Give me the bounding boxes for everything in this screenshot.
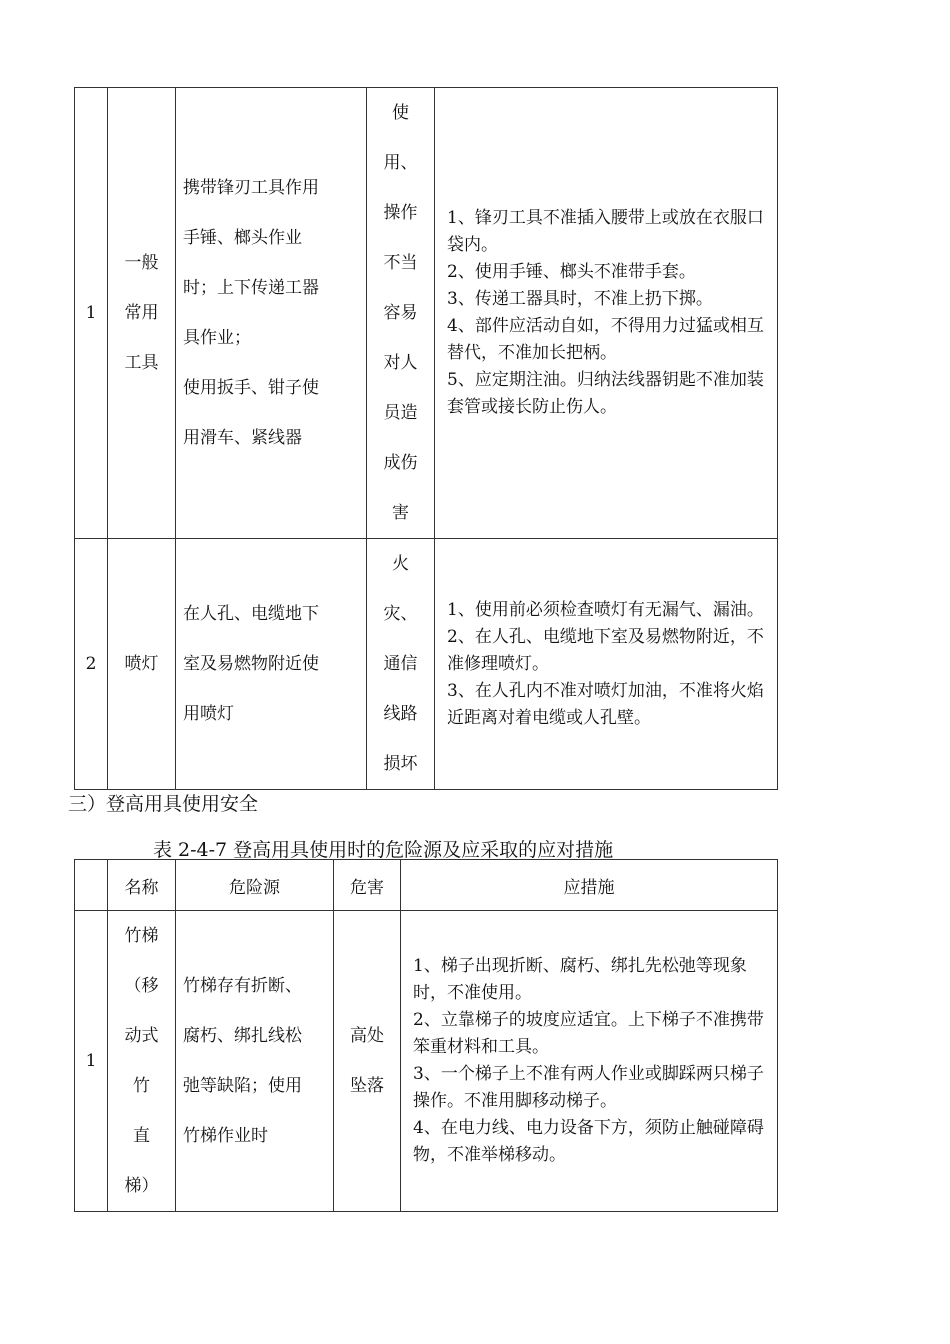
cell-line: 通信 (383, 654, 418, 674)
table-row (75, 911, 778, 1212)
hazard-table-tools (74, 87, 778, 790)
header-harm: 危害 (334, 860, 401, 911)
cell-line: 竹梯作业时 (183, 1126, 268, 1146)
tool-name-cell (108, 88, 176, 539)
row-number: 2 (75, 539, 108, 790)
cell-line: 线路 (383, 704, 418, 724)
hazard-table-ladders (74, 859, 778, 1212)
cell-line: 直 (133, 1126, 150, 1146)
measure-item: 2、立靠梯子的坡度应适宜。上下梯子不准携带笨重材料和工具。 (413, 1010, 764, 1057)
cell-line: 用喷灯 (183, 704, 234, 724)
row-number: 1 (75, 911, 108, 1212)
measure-item: 4、在电力线、电力设备下方，须防止触碰障碍物，不准举梯移动。 (413, 1118, 764, 1165)
cell-line: 梯） (124, 1176, 159, 1196)
cell-line: 坠落 (350, 1076, 384, 1096)
measure-item: 3、传递工器具时，不准上扔下掷。 (447, 289, 713, 309)
cell-line: 容易 (383, 303, 418, 323)
measures-cell (435, 88, 778, 539)
cell-line: 对人 (383, 353, 418, 373)
harm-cell (334, 911, 401, 1212)
cell-line: 喷灯 (124, 654, 159, 674)
cell-line: 员造 (383, 403, 418, 423)
cell-line: 动式 (124, 1026, 159, 1046)
cell-line: 携带锋刃工具作用 (183, 178, 319, 198)
hazard-source-cell (176, 539, 367, 790)
row-number: 1 (75, 88, 108, 539)
cell-line: 火 (392, 554, 409, 574)
hazard-source-cell (176, 911, 334, 1212)
measure-item: 1、梯子出现折断、腐朽、绑扎先松弛等现象时，不准使用。 (413, 956, 747, 1003)
table-header-row (75, 860, 778, 911)
harm-cell (367, 539, 435, 790)
header-source: 危险源 (176, 860, 334, 911)
tool-name-cell (108, 539, 176, 790)
measure-item: 2、在人孔、电缆地下室及易燃物附近，不准修理喷灯。 (447, 626, 764, 674)
tool-name-cell (108, 911, 176, 1212)
cell-line: 在人孔、电缆地下 (183, 604, 319, 624)
measure-item: 5、应定期注油。归纳法线器钥匙不准加装套管或接长防止伤人。 (447, 370, 764, 417)
harm-cell (367, 88, 435, 539)
header-measures: 应措施 (401, 860, 778, 911)
cell-line: 竹 (133, 1076, 150, 1096)
table-row (75, 539, 778, 790)
cell-line: 工具 (124, 353, 159, 373)
cell-line: 成伤 (383, 453, 418, 473)
table-row (75, 88, 778, 539)
table-caption: 表 2-4-7 登高用具使用时的危险源及应采取的应对措施 (153, 839, 614, 861)
measure-item: 3、一个梯子上不准有两人作业或脚踩两只梯子操作。不准用脚移动梯子。 (413, 1064, 764, 1111)
cell-line: 手锤、榔头作业 (183, 228, 302, 248)
section-title: 三）登高用具使用安全 (68, 793, 259, 815)
measure-item: 4、部件应活动自如，不得用力过猛或相互替代，不准加长把柄。 (447, 316, 764, 363)
header-name: 名称 (108, 860, 176, 911)
cell-line: 竹梯 (124, 926, 159, 946)
cell-line: 时；上下传递工器 (183, 278, 319, 298)
measure-item: 1、使用前必须检查喷灯有无漏气、漏油。 (447, 599, 764, 620)
cell-line: 不当 (383, 253, 418, 273)
header-no (75, 860, 108, 911)
measure-item: 2、使用手锤、榔头不准带手套。 (447, 262, 696, 282)
cell-line: 高处 (350, 1026, 384, 1046)
measures-cell (401, 911, 778, 1212)
measures-cell (435, 539, 778, 790)
cell-line: 灾、 (383, 604, 418, 624)
hazard-source-cell (176, 88, 367, 539)
cell-line: 使 (392, 103, 409, 123)
cell-line: 竹梯存有折断、 (183, 976, 302, 996)
cell-line: 用、 (383, 153, 418, 173)
cell-line: 一般 (124, 253, 159, 273)
measure-item: 3、在人孔内不准对喷灯加油，不准将火焰近距离对着电缆或人孔壁。 (447, 680, 764, 728)
cell-line: 使用扳手、钳子使 (183, 378, 319, 398)
cell-line: （移 (124, 976, 159, 996)
cell-line: 具作业； (183, 328, 251, 348)
cell-line: 用滑车、紧线器 (183, 428, 302, 448)
cell-line: 损坏 (383, 754, 418, 774)
cell-line: 弛等缺陷；使用 (183, 1076, 302, 1096)
cell-line: 腐朽、绑扎线松 (183, 1026, 302, 1046)
cell-line: 害 (392, 503, 409, 523)
measure-item: 1、锋刃工具不准插入腰带上或放在衣服口袋内。 (447, 208, 764, 255)
cell-line: 室及易燃物附近使 (183, 654, 319, 674)
cell-line: 操作 (383, 203, 418, 223)
cell-line: 常用 (124, 303, 159, 323)
